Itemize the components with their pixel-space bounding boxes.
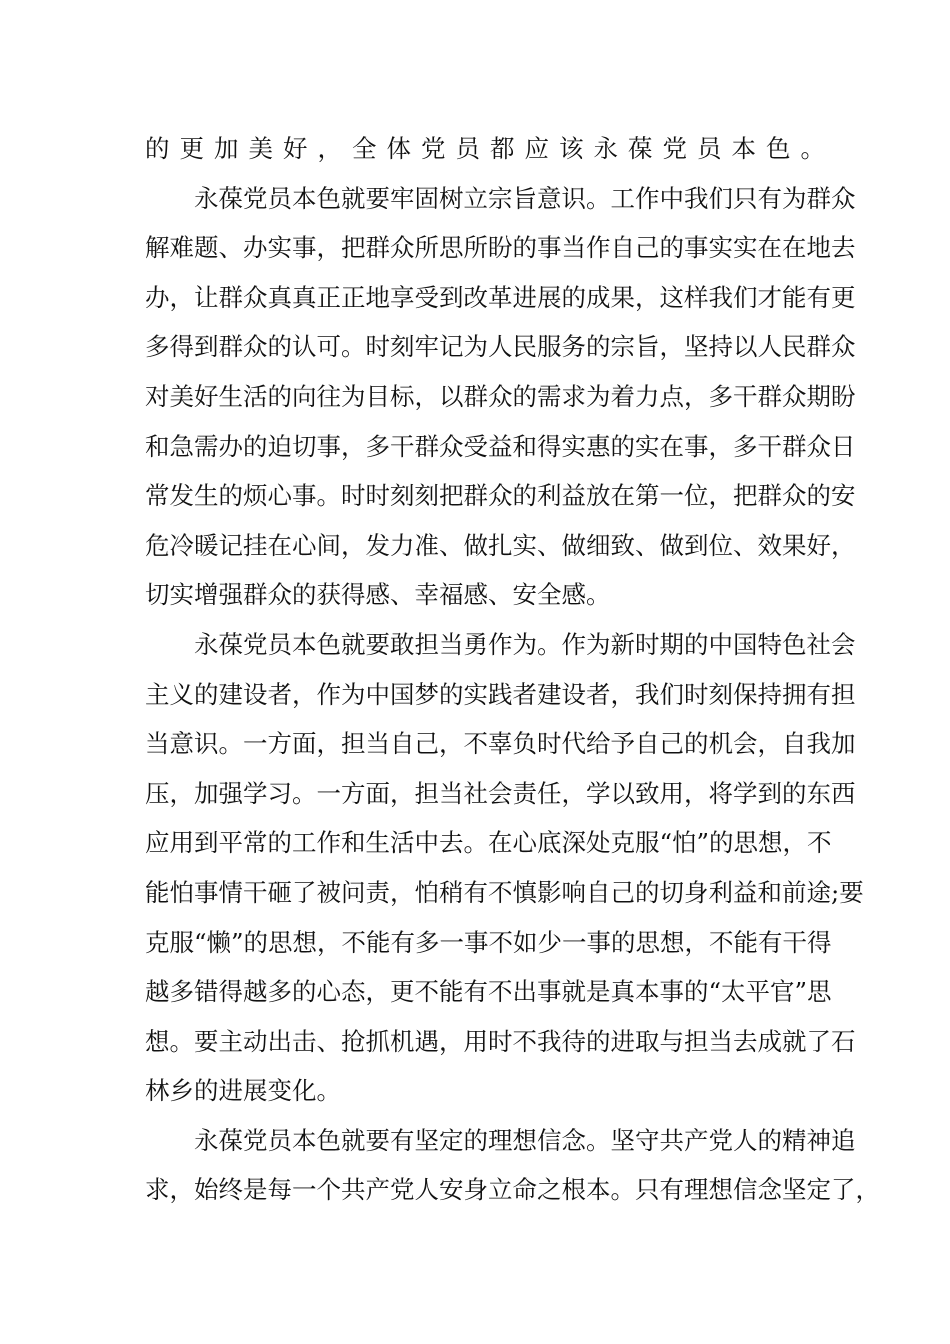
document-body	[145, 124, 880, 1215]
text-line: 应用到平常的工作和生活中去。在心底深处克服“怕”的思想，不	[145, 828, 832, 858]
text-line: 求，始终是每一个共产党人安身立命之根本。只有理想信念坚定了，	[145, 1175, 880, 1205]
text-line: 压，加强学习。一方面，担当社会责任，学以致用，将学到的东西	[145, 778, 856, 808]
text-line: 主义的建设者，作为中国梦的实践者建设者，我们时刻保持拥有担	[145, 679, 856, 709]
text-line: 永葆党员本色就要敢担当勇作为。作为新时期的中国特色社会	[145, 629, 856, 659]
text-line: 危冷暖记挂在心间，发力准、做扎实、做细致、做到位、效果好，	[145, 530, 856, 560]
text-line: 多得到群众的认可。时刻牢记为人民服务的宗旨，坚持以人民群众	[145, 332, 856, 362]
text-line: 办，让群众真真正正地享受到改革进展的成果，这样我们才能有更	[145, 282, 856, 312]
text-line: 当意识。一方面，担当自己，不辜负时代给予自己的机会，自我加	[145, 729, 856, 759]
text-line: 克服“懒”的思想，不能有多一事不如少一事的思想，不能有干得	[145, 927, 832, 957]
text-line: 想。要主动出击、抢抓机遇，用时不我待的进取与担当去成就了石	[145, 1026, 856, 1056]
text-line: 解难题、办实事，把群众所思所盼的事当作自己的事实实在在地去	[145, 233, 856, 263]
text-line: 越多错得越多的心态，更不能有不出事就是真本事的“太平官”思	[145, 977, 832, 1007]
text-line: 林乡的进展变化。	[145, 1076, 341, 1106]
text-line: 永葆党员本色就要有坚定的理想信念。坚守共产党人的精神追	[145, 1125, 856, 1155]
text-line: 常发生的烦心事。时时刻刻把群众的利益放在第一位，把群众的安	[145, 481, 856, 511]
text-line: 对美好生活的向往为目标，以群众的需求为着力点，多干群众期盼	[145, 381, 856, 411]
text-line: 能怕事情干砸了被问责，怕稍有不慎影响自己的切身利益和前途;要	[145, 877, 864, 907]
text-line: 的更加美好，全体党员都应该永葆党员本色。	[145, 134, 825, 163]
text-line: 和急需办的迫切事，多干群众受益和得实惠的实在事，多干群众日	[145, 431, 856, 461]
text-line: 永葆党员本色就要牢固树立宗旨意识。工作中我们只有为群众	[145, 183, 856, 213]
text-line: 切实增强群众的获得感、幸福感、安全感。	[145, 580, 611, 610]
